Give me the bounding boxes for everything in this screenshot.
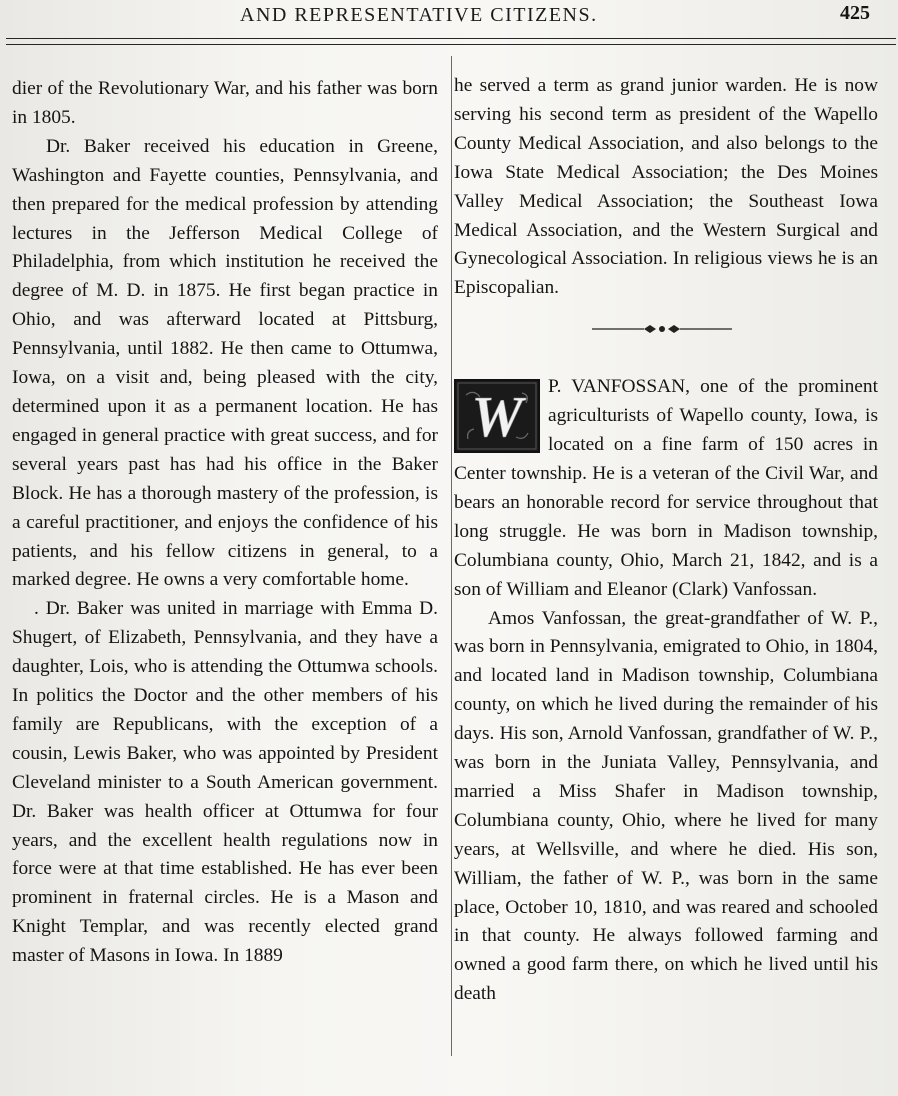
running-head: AND REPRESENTATIVE CITIZENS. <box>240 4 598 26</box>
left-column <box>12 75 438 971</box>
drop-cap-letter: W <box>471 384 523 450</box>
right-paragraph-continued: he served a term as grand junior warden. He is now serving his second term as president of the Wapello County Medical Association, and also belongs to the Iowa State Medical Association; the Des Moines Valley Medical Association; the Southeast Iowa Medical Association, and the Western Surgical and Gynecological Association. In religious views he is an Episcopalian. <box>454 75 878 299</box>
right-column <box>454 72 878 1009</box>
page-header <box>0 0 898 40</box>
biography-vanfossan <box>454 373 878 604</box>
left-paragraph-continued: dier of the Revolutionary War, and his father was born in 1805. <box>12 78 438 128</box>
section-divider-ornament <box>454 303 878 373</box>
column-divider <box>451 56 452 1056</box>
left-paragraph-education: Dr. Baker received his education in Greene, Washington and Fayette counties, Pennsylvania, and then prepared for the medical profession by attending lectures in the Jefferson Medical College of Philadelphia, from which institution he received the degree of M. D. in 1875. He first began practice in Ohio, and was afterward located at Pittsburg, Pennsylvania, until 1882. He then came to Ottumwa, Iowa, on a visit and, being pleased with the city, determined upon it as a permanent location. He has engaged in general practice with great success, and for several years past has had his office in the Baker Block. He has a thorough mastery of the profession, is a careful practitioner, and enjoys the confidence of his patients, and his fellow citizens in general, to a marked degree. He owns a very comfortable home. <box>12 135 438 591</box>
biography-intro-paragraph: P. VANFOSSAN, one of the prominent agriculturists of Wapello county, Iowa, is located on a fine farm of 150 acres in Center township. He is a veteran of the Civil War, and bears an honorable record for service throughout that long struggle. He was born in Madison township, Columbiana county, Ohio, March 21, 1842, and is a son of William and Eleanor (Clark) Vanfossan. <box>454 376 878 600</box>
right-paragraph-ancestry: Amos Vanfossan, the great-grandfather of W. P., was born in Pennsylvania, emigrated to Ohio, in 1804, and located land in Madison township, Columbiana county, on which he lived during the remainder of his days. His son, Arnold Vanfossan, grandfather of W. P., was born in the Juniata Valley, Pennsylvania, and married a Miss Shafer in Madison township, Columbiana county, Ohio, where he lived for many years, at Wellsville, and where he died. His son, William, the father of W. P., was born in the same place, October 10, 1810, and was reared and schooled in that county. He always followed farming and owned a good farm there, on which he lived until his death <box>454 607 878 1005</box>
header-rule-bottom <box>6 44 896 45</box>
drop-cap-initial <box>454 379 540 453</box>
page-number: 425 <box>840 2 870 24</box>
left-paragraph-marriage: . Dr. Baker was united in marriage with Emma D. Shugert, of Elizabeth, Pennsylvania, and they have a daughter, Lois, who is attending the Ottumwa schools. In politics the Doctor and the other members of his family are Republicans, with the exception of a cousin, Lewis Baker, who was appointed by President Cleveland minister to a South American government. Dr. Baker was health officer at Ottumwa for four years, and the excellent health regulations now in force were at that time established. He has ever been prominent in fraternal circles. He is a Mason and Knight Templar, and was recently elected grand master of Masons in Iowa. In 1889 <box>12 598 438 967</box>
header-rule-top <box>6 38 896 39</box>
